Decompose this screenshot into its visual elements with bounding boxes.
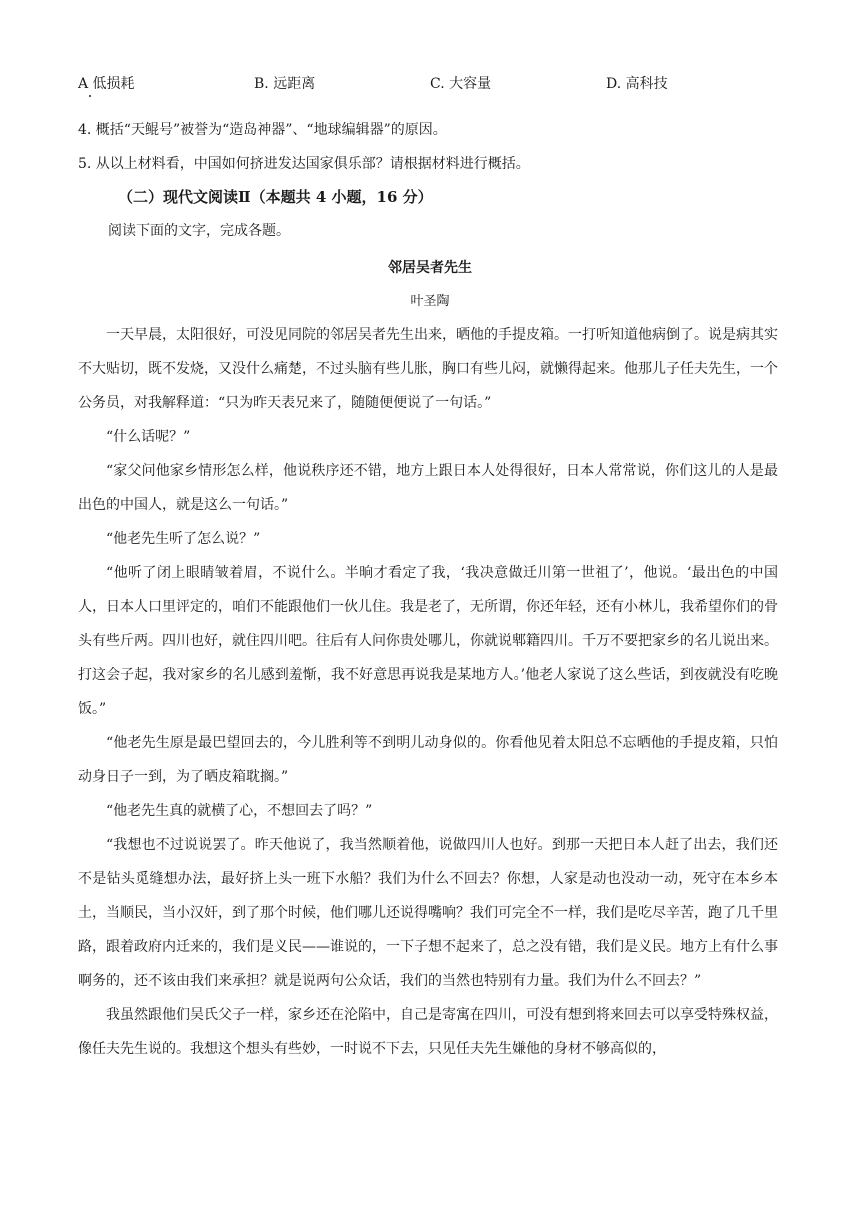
question-4: 4. 概括“天鲲号”被誉为“造岛神器”、“地球编辑器”的原因。: [78, 122, 447, 138]
option-c: C. 大容量: [430, 76, 492, 92]
article-paragraph: “家父问他家乡情形怎么样，他说秩序还不错，地方上跟日本人处得很好，日本人常常说，你们这儿的人是最出色的中国人，就是这么一句话。”: [78, 463, 778, 513]
section-heading: （二）现代文阅读Ⅱ（本题共 4 小题，16 分）: [118, 188, 433, 206]
option-a: A 低损耗: [78, 76, 135, 92]
answer-options: [78, 73, 778, 95]
reading-instruction: 阅读下面的文字，完成各题。: [108, 223, 290, 239]
article-paragraph: “他老先生真的就横了心，不想回去了吗？”: [106, 803, 373, 819]
question-5: 5. 从以上材料看，中国如何挤进发达国家俱乐部？请根据材料进行概括。: [78, 156, 530, 172]
article-paragraph: “什么话呢？”: [106, 429, 191, 445]
article-title: 邻居吴者先生: [388, 260, 472, 276]
option-d: D. 高科技: [606, 76, 668, 92]
article-paragraph: 一天早晨，太阳很好，可没见同院的邻居吴者先生出来，晒他的手提皮箱。一打听知道他病倒了。说是病其实不大贴切，既不发烧，又没什么痛楚，不过头脑有些儿胀，胸口有些儿闷，就懒得起来。他那儿子任夫先生，一个公务员，对我解释道：“只为昨天表兄来了，随随便便说了一句话。”: [78, 327, 778, 411]
article-paragraph: “他老先生原是最巴望回去的，今儿胜利等不到明儿动身似的。你看他见着太阳总不忘晒他的手提皮箱，只怕动身日子一到，为了晒皮箱耽搁。”: [78, 735, 778, 785]
article-paragraph: 我虽然跟他们吴氏父子一样，家乡还在沦陷中，自己是寄寓在四川，可没有想到将来回去可以享受特殊权益，像任夫先生说的。我想这个想头有些妙，一时说不下去，只见任夫先生嫌他的身材不够高似的，: [78, 1007, 778, 1057]
article-body: [78, 318, 778, 1066]
article-paragraph: “他听了闭上眼睛皱着眉，不说什么。半晌才看定了我，‘我决意做迁川第一世祖了’，他说。‘最出色的中国人，日本人口里评定的，咱们不能跟他们一伙儿住。我是老了，无所谓，你还年轻，还有小林儿，我希望你们的骨头有些斤两。四川也好，就住四川吧。往后有人问你贵处哪儿，你就说郫籍四川。千万不要把家乡的名儿说出来。打这会子起，我对家乡的名儿感到羞惭，我不好意思再说我是某地方人。’他老人家说了这么些话，到夜就没有吃晚饭。”: [78, 565, 778, 717]
emphasis-dot: [89, 95, 91, 97]
article-paragraph: “我想也不过说说罢了。昨天他说了，我当然顺着他，说做四川人也好。到那一天把日本人赶了出去，我们还不是钻头觅缝想办法，最好挤上头一班下水船？我们为什么不回去？你想，人家是动也没动一动，死守在本乡本土，当顺民，当小汉奸，到了那个时候，他们哪儿还说得嘴响？我们可完全不一样，我们是吃尽辛苦，跑了几千里路，跟着政府内迁来的，我们是义民——谁说的，一下子想不起来了，总之没有错，我们是义民。地方上有什么事啊务的，还不该由我们来承担？就是说两句公众话，我们的当然也特别有力量。我们为什么不回去？”: [78, 837, 778, 989]
option-b: B. 远距离: [254, 76, 316, 92]
article-author: 叶圣陶: [410, 294, 450, 309]
article-paragraph: “他老先生听了怎么说？”: [106, 531, 261, 547]
